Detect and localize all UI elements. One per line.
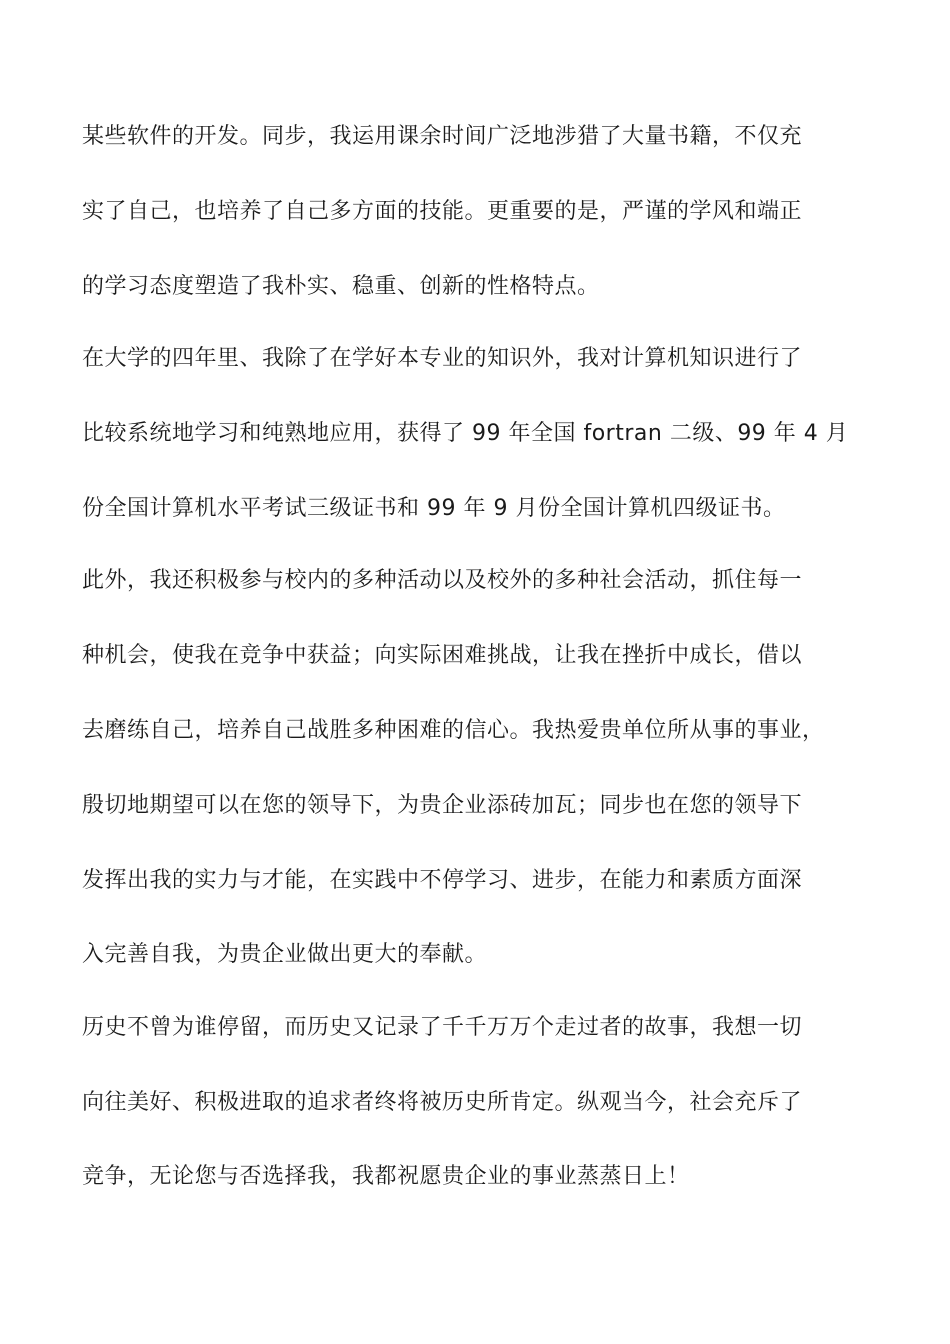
text-line: 在大学的四年里、我除了在学好本专业的知识外，我对计算机知识进行了 <box>82 346 803 371</box>
text-line: 的学习态度塑造了我朴实、稳重、创新的性格特点。 <box>82 274 600 299</box>
text-line: 实了自己，也培养了自己多方面的技能。更重要的是，严谨的学风和端正 <box>82 199 803 224</box>
text-line: 此外，我还积极参与校内的多种活动以及校外的多种社会活动，抓住每一 <box>82 568 803 593</box>
text-line: 发挥出我的实力与才能，在实践中不停学习、进步，在能力和素质方面深 <box>82 868 803 893</box>
text-line: 某些软件的开发。同步，我运用课余时间广泛地涉猎了大量书籍，不仅充 <box>82 124 803 149</box>
text-line: 比较系统地学习和纯熟地应用，获得了 99 年全国 fortran 二级、99 年 4 月 <box>82 421 849 446</box>
text-line: 竞争，无论您与否选择我，我都祝愿贵企业的事业蒸蒸日上！ <box>82 1164 690 1189</box>
text-line: 向往美好、积极进取的追求者终将被历史所肯定。纵观当今，社会充斥了 <box>82 1090 803 1115</box>
text-line: 历史不曾为谁停留，而历史又记录了千千万万个走过者的故事，我想一切 <box>82 1015 803 1040</box>
text-line: 殷切地期望可以在您的领导下，为贵企业添砖加瓦；同步也在您的领导下 <box>82 793 803 818</box>
text-line: 种机会，使我在竞争中获益；向实际困难挑战，让我在挫折中成长，借以 <box>82 643 803 668</box>
text-line: 去磨练自己，培养自己战胜多种困难的信心。我热爱贵单位所从事的事业， <box>82 718 825 743</box>
text-line: 入完善自我，为贵企业做出更大的奉献。 <box>82 942 488 967</box>
text-line: 份全国计算机水平考试三级证书和 99 年 9 月份全国计算机四级证书。 <box>82 496 786 521</box>
